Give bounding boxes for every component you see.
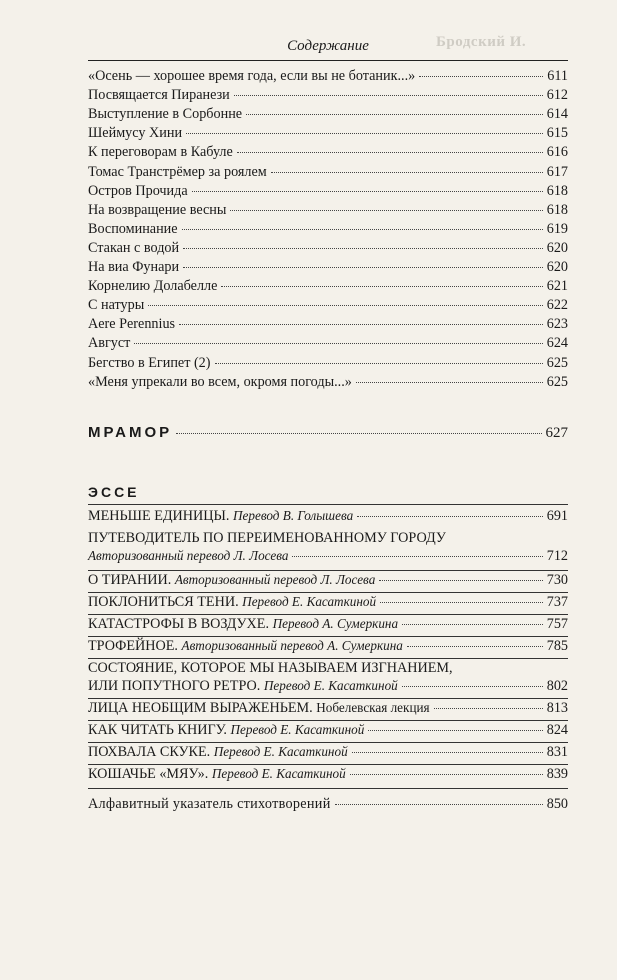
dot-leader	[234, 95, 543, 96]
entry-rule	[88, 742, 568, 743]
entry-rule	[88, 658, 568, 659]
page-number: 618	[546, 182, 568, 199]
toc-entry-essay[interactable]	[88, 616, 568, 633]
poem-title: Воспоминание	[88, 220, 178, 237]
poem-title: Aere Perennius	[88, 316, 176, 333]
toc-entry-poem[interactable]	[88, 297, 568, 314]
essay-title: КАК ЧИТАТЬ КНИГУ.	[88, 722, 227, 738]
essay-translator: Перевод В. Голышева	[233, 508, 354, 523]
essay-title: КАТАСТРОФЫ В ВОЗДУХЕ.	[88, 616, 270, 632]
dot-leader	[419, 76, 543, 77]
dot-leader	[237, 152, 543, 153]
essay-title: ТРОФЕЙНОЕ.	[88, 638, 178, 654]
essay-translator: Перевод А. Сумеркина	[272, 616, 399, 631]
page-number: 611	[547, 68, 568, 84]
poem-title: Стакан с водой	[88, 239, 180, 256]
page-number: 618	[546, 201, 568, 218]
essay-title: ПОХВАЛА СКУКЕ.	[88, 744, 211, 760]
toc-entry-poem[interactable]	[88, 221, 568, 238]
dot-leader	[134, 343, 542, 344]
dot-leader	[335, 804, 543, 805]
entry-rule	[88, 764, 568, 765]
essay-translator: Авторизованный перевод Л. Лосева	[88, 548, 289, 563]
page-number: 625	[546, 354, 568, 371]
page-number: 824	[546, 722, 568, 738]
page-number: 621	[546, 278, 568, 295]
toc-entry-essay[interactable]	[88, 548, 568, 565]
marble-title: МРАМОР	[88, 424, 173, 441]
essay-translator: Авторизованный перевод А. Сумеркина	[181, 638, 403, 653]
essay-translator: Перевод Е. Касаткиной	[263, 678, 398, 693]
poem-title: Выступление в Сорбонне	[88, 106, 243, 123]
dot-leader	[402, 686, 543, 687]
dot-leader	[271, 172, 543, 173]
entry-rule	[88, 698, 568, 699]
page-number: 627	[545, 425, 568, 441]
essay-translator: Перевод Е. Касаткиной	[242, 594, 377, 609]
page-number: 620	[546, 259, 568, 275]
dot-leader	[380, 602, 543, 603]
essays-rule	[88, 504, 568, 505]
page-number: 737	[546, 594, 568, 610]
toc-entry-essay[interactable]	[88, 700, 568, 717]
page-number: 615	[546, 125, 568, 142]
toc-entry-essay[interactable]	[88, 744, 568, 761]
poem-title: Шеймусу Хини	[88, 125, 183, 142]
page-number: 620	[546, 239, 568, 256]
essay-title: ЛИЦА НЕОБЩИМ ВЫРАЖЕНЬЕМ.	[88, 700, 313, 716]
essay-translator: Перевод Е. Касаткиной	[211, 766, 346, 781]
page-number: 623	[546, 316, 568, 333]
dot-leader	[148, 305, 542, 306]
toc-entry-essay[interactable]	[88, 722, 568, 739]
entry-rule	[88, 720, 568, 721]
page-number: 612	[546, 87, 568, 104]
toc-entry-poem[interactable]	[88, 183, 568, 200]
essay-translator: Перевод Е. Касаткиной	[230, 722, 365, 737]
page-number: 614	[546, 106, 568, 123]
entry-rule	[88, 614, 568, 615]
dot-leader	[183, 248, 543, 249]
essay-title-line2: ИЛИ ПОПУТНОГО РЕТРО.	[88, 678, 261, 694]
dot-leader	[186, 133, 543, 134]
toc-entry-poem[interactable]	[88, 259, 568, 276]
toc-entry-marble[interactable]	[88, 424, 568, 442]
essay-translator: Авторизованный перевод Л. Лосева	[174, 572, 376, 587]
dot-leader	[221, 286, 542, 287]
toc-entry-essay[interactable]	[88, 594, 568, 611]
toc-entry-essay[interactable]	[88, 572, 568, 589]
poem-title: Остров Прочида	[88, 182, 188, 199]
dot-leader	[434, 708, 543, 709]
essay-translator: Перевод Е. Касаткиной	[213, 744, 348, 759]
essay-title[interactable]: СОСТОЯНИЕ, КОТОРОЕ МЫ НАЗЫВАЕМ ИЗГНАНИЕМ,	[88, 660, 453, 676]
page-number: 625	[546, 373, 568, 390]
dot-leader	[179, 324, 543, 325]
toc-entry-poem[interactable]	[88, 87, 568, 104]
entry-rule	[88, 570, 568, 571]
toc-entry-essay[interactable]	[88, 508, 568, 525]
page-number: 617	[546, 163, 568, 180]
page-number: 757	[546, 616, 568, 632]
poem-title: К переговорам в Кабуле	[88, 144, 233, 161]
dot-leader	[407, 646, 543, 647]
page-number: 616	[546, 144, 568, 161]
dot-leader	[230, 210, 542, 211]
poem-title: С натуры	[88, 297, 145, 314]
header-rule	[88, 60, 568, 61]
poem-title: Посвящается Пиранези	[88, 87, 230, 104]
dot-leader	[182, 229, 543, 230]
running-header: Содержание	[287, 38, 369, 54]
toc-entry-poem[interactable]	[88, 68, 568, 85]
dot-leader	[183, 267, 543, 268]
essay-title[interactable]: ПУТЕВОДИТЕЛЬ ПО ПЕРЕИМЕНОВАННОМУ ГОРОДУ	[88, 530, 446, 546]
dot-leader	[215, 363, 543, 364]
page-number: 785	[546, 638, 568, 654]
toc-entry-poem[interactable]	[88, 106, 568, 123]
toc-entry-poem[interactable]	[88, 202, 568, 219]
essay-title: О ТИРАНИИ.	[88, 572, 172, 588]
page-number: 622	[546, 297, 568, 314]
page-number: 839	[546, 766, 568, 782]
toc-entry-essay[interactable]	[88, 638, 568, 655]
toc-entry-poem[interactable]	[88, 355, 568, 372]
toc-entry-poem[interactable]	[88, 278, 568, 295]
dot-leader	[350, 774, 543, 775]
dot-leader	[176, 433, 541, 434]
page-number: 624	[546, 335, 568, 352]
dot-leader	[379, 580, 542, 581]
toc-entry-index[interactable]	[88, 796, 568, 813]
index-title: Алфавитный указатель стихотворений	[88, 796, 331, 812]
page-number: 850	[546, 796, 568, 812]
toc-entry-poem[interactable]	[88, 335, 568, 352]
essay-title: ПОКЛОНИТЬСЯ ТЕНИ.	[88, 594, 239, 610]
poem-title: Томас Транстрёмер за роялем	[88, 163, 267, 180]
toc-entry-poem[interactable]	[88, 374, 568, 391]
essays-heading: ЭССЕ	[88, 484, 140, 500]
poem-title: «Меня упрекали во всем, окромя погоды...»	[88, 373, 352, 390]
toc-entry-poem[interactable]	[88, 164, 568, 181]
toc-entry-poem[interactable]	[88, 316, 568, 333]
page-number: 802	[546, 678, 568, 694]
toc-entry-essay[interactable]	[88, 766, 568, 783]
poem-title: На возвращение весны	[88, 201, 227, 218]
essay-title: МЕНЬШЕ ЕДИНИЦЫ.	[88, 508, 230, 524]
page-number: 691	[546, 508, 568, 524]
dot-leader	[352, 752, 543, 753]
toc-entry-poem[interactable]	[88, 144, 568, 161]
page-number: 813	[546, 700, 568, 716]
entry-rule	[88, 592, 568, 593]
toc-entry-essay[interactable]	[88, 678, 568, 695]
essay-note: Нобелевская лекция	[316, 700, 430, 715]
toc-entry-poem[interactable]	[88, 240, 568, 257]
entry-rule	[88, 636, 568, 637]
dot-leader	[192, 191, 543, 192]
essay-title: КОШАЧЬЕ «МЯУ».	[88, 766, 209, 782]
poem-title: Бегство в Египет (2)	[88, 354, 211, 371]
poem-title: Корнелию Долабелле	[88, 278, 218, 295]
dot-leader	[356, 382, 543, 383]
bleed-through-text: Бродский И.	[436, 34, 527, 50]
dot-leader	[357, 516, 543, 517]
poem-title: Август	[88, 335, 131, 352]
dot-leader	[368, 730, 542, 731]
dot-leader	[292, 556, 542, 557]
dot-leader	[402, 624, 543, 625]
page-number: 831	[546, 744, 568, 760]
page-number: 730	[546, 572, 568, 588]
page-number: 619	[546, 220, 568, 237]
poem-title: На виа Фунари	[88, 259, 180, 275]
essays-end-rule	[88, 788, 568, 789]
page-number: 712	[546, 548, 568, 564]
dot-leader	[246, 114, 543, 115]
toc-entry-poem[interactable]	[88, 125, 568, 142]
poem-title: «Осень — хорошее время года, если вы не ботаник...»	[88, 68, 416, 84]
